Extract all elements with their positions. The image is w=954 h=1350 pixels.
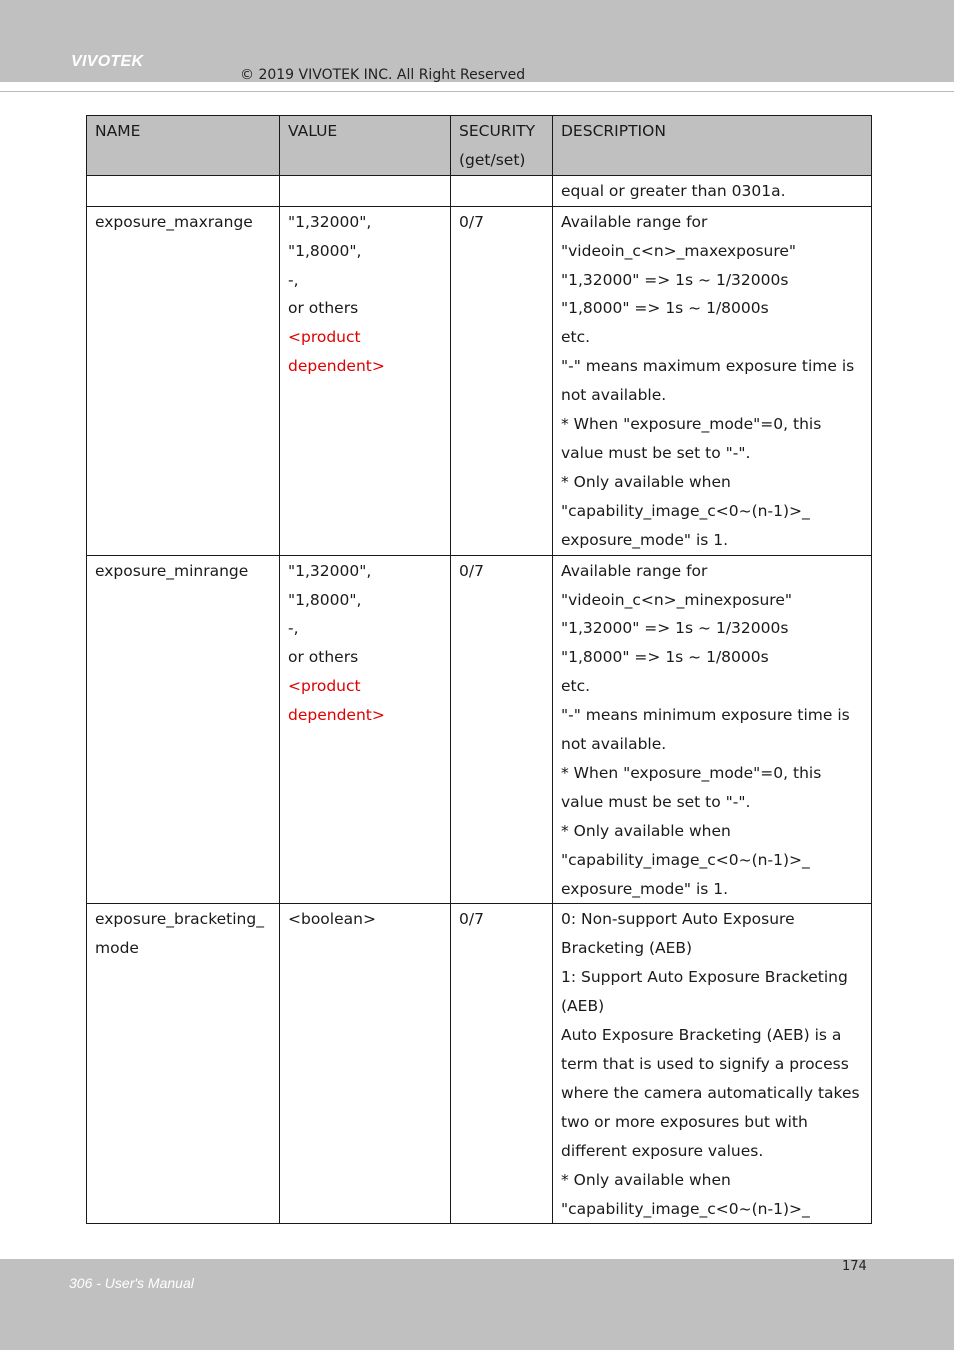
value-line: <boolean>: [288, 910, 376, 929]
cell-name: [87, 206, 280, 555]
description-line: Available range for: [561, 561, 708, 580]
cell-value: [280, 175, 451, 206]
header-divider: [0, 91, 954, 92]
cell-description: [553, 555, 872, 904]
value-line: "1,8000",: [288, 590, 362, 609]
value-line: "1,8000",: [288, 241, 362, 260]
value-line: or others: [288, 648, 359, 667]
description-line: not available.: [561, 386, 667, 405]
description-line: "1,8000" => 1s ~ 1/8000s: [561, 648, 769, 667]
description-line: "videoin_c<n>_minexposure": [561, 590, 793, 609]
description-line: exposure_mode" is 1.: [561, 530, 729, 549]
value-line: -,: [288, 270, 299, 289]
cell-value: [280, 904, 451, 1224]
description-line: equal or greater than 0301a.: [561, 181, 786, 200]
col-header-name: NAME: [87, 116, 280, 176]
cell-security: [451, 555, 553, 904]
value-line: -,: [288, 619, 299, 638]
description-line: "1,8000" => 1s ~ 1/8000s: [561, 299, 769, 318]
description-line: "videoin_c<n>_maxexposure": [561, 241, 797, 260]
manual-page-label: 306 - User's Manual: [69, 1275, 194, 1291]
security-value: 0/7: [459, 212, 484, 231]
value-note-line: <product: [288, 677, 361, 696]
description-line: * When "exposure_mode"=0, this: [561, 763, 822, 782]
description-line: "1,32000" => 1s ~ 1/32000s: [561, 619, 789, 638]
cell-value: [280, 206, 451, 555]
parameter-table: [86, 115, 872, 1224]
value-note-line: dependent>: [288, 706, 385, 725]
description-line: etc.: [561, 328, 591, 347]
copyright-notice: © 2019 VIVOTEK INC. All Right Reserved: [240, 67, 526, 83]
value-line: or others: [288, 299, 359, 318]
description-line: where the camera automatically takes: [561, 1083, 860, 1102]
description-line: value must be set to "-".: [561, 792, 751, 811]
cell-description: [553, 904, 872, 1224]
cell-security: [451, 904, 553, 1224]
description-line: 1: Support Auto Exposure Bracketing: [561, 968, 848, 987]
col-header-security-line: (get/set): [459, 150, 526, 169]
description-line: "capability_image_c<0~(n-1)>_: [561, 1199, 810, 1218]
table-row: [87, 206, 872, 555]
table-row-continued: [87, 175, 872, 206]
value-note-line: dependent>: [288, 357, 385, 376]
table-row: [87, 555, 872, 904]
description-line: two or more exposures but with: [561, 1112, 808, 1131]
cell-security: [451, 206, 553, 555]
description-line: etc.: [561, 677, 591, 696]
description-line: (AEB): [561, 997, 605, 1016]
table-body: [87, 175, 872, 1224]
description-line: different exposure values.: [561, 1141, 764, 1160]
description-line: not available.: [561, 735, 667, 754]
description-line: "1,32000" => 1s ~ 1/32000s: [561, 270, 789, 289]
description-line: * Only available when: [561, 821, 731, 840]
page-number: 174: [842, 1259, 867, 1274]
cell-name: [87, 904, 280, 1224]
security-value: 0/7: [459, 910, 484, 929]
value-line: "1,32000",: [288, 212, 372, 231]
security-value: 0/7: [459, 561, 484, 580]
name-line: exposure_minrange: [95, 561, 249, 580]
cell-security: [451, 175, 553, 206]
value-note-line: <product: [288, 328, 361, 347]
description-line: Bracketing (AEB): [561, 939, 693, 958]
col-header-security-line: SECURITY: [459, 122, 536, 140]
description-line: 0: Non-support Auto Exposure: [561, 910, 795, 929]
col-header-security: [451, 116, 553, 176]
description-line: Auto Exposure Bracketing (AEB) is a: [561, 1026, 842, 1045]
header-band: [0, 0, 954, 82]
description-line: "capability_image_c<0~(n-1)>_: [561, 850, 810, 869]
description-line: "-" means maximum exposure time is: [561, 357, 855, 376]
name-line: exposure_bracketing_: [95, 910, 264, 929]
description-line: * Only available when: [561, 1170, 731, 1189]
description-line: * Only available when: [561, 472, 731, 491]
description-line: "capability_image_c<0~(n-1)>_: [561, 501, 810, 520]
footer-band: [0, 1259, 954, 1350]
brand-logo: VIVOTEK: [71, 53, 144, 70]
table-header-row: [87, 116, 872, 176]
name-line: mode: [95, 939, 139, 958]
cell-value: [280, 555, 451, 904]
description-line: exposure_mode" is 1.: [561, 879, 729, 898]
cell-description: [553, 206, 872, 555]
cell-name: [87, 175, 280, 206]
description-line: "-" means minimum exposure time is: [561, 706, 850, 725]
description-line: value must be set to "-".: [561, 443, 751, 462]
cell-description: [553, 175, 872, 206]
name-line: exposure_maxrange: [95, 212, 253, 231]
cell-name: [87, 555, 280, 904]
col-header-description: DESCRIPTION: [553, 116, 872, 176]
description-line: Available range for: [561, 212, 708, 231]
col-header-value: VALUE: [280, 116, 451, 176]
description-line: term that is used to signify a process: [561, 1055, 849, 1073]
value-line: "1,32000",: [288, 561, 372, 580]
description-line: * When "exposure_mode"=0, this: [561, 415, 822, 434]
table-row: [87, 904, 872, 1224]
